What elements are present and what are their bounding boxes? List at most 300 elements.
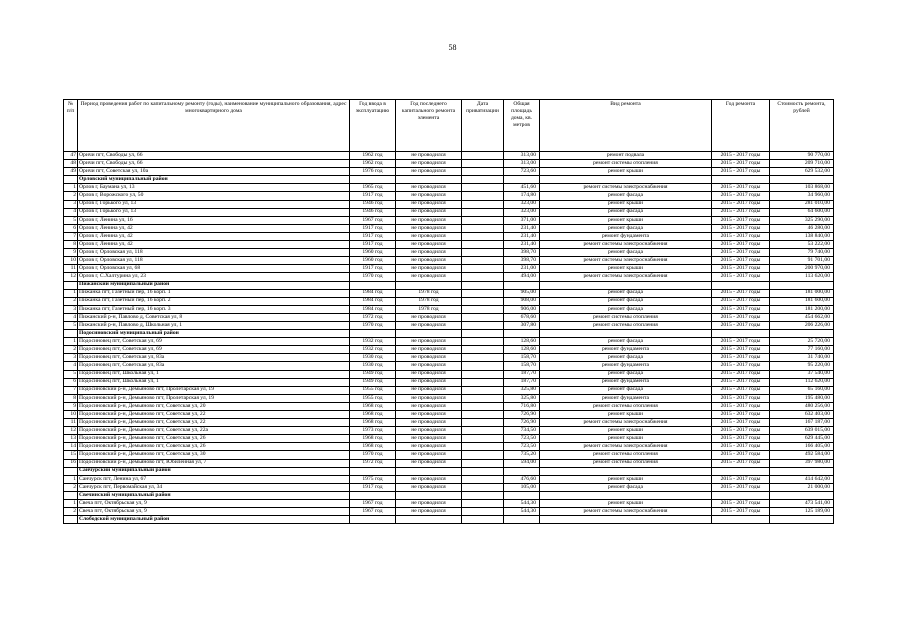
- section-empty-cell: [504, 176, 540, 184]
- row-privatization-date: [462, 338, 504, 346]
- row-repair-type: ремонт крыши: [540, 200, 712, 208]
- table-row: [64, 232, 834, 240]
- row-last-repair: не проводился: [396, 508, 462, 516]
- section-empty-cell: [350, 281, 396, 289]
- row-area: 723,50: [504, 435, 540, 443]
- row-repair-type: ремонт системы отопления: [540, 459, 712, 467]
- section-empty-cell: [770, 491, 834, 499]
- section-empty-cell: [770, 516, 834, 524]
- row-index: 1: [64, 184, 78, 192]
- row-year-built: 1968 год: [350, 443, 396, 451]
- row-privatization-date: [462, 427, 504, 435]
- row-address: Подосиновский р-н, Демьяново пгт, Советская ул, 26: [78, 435, 350, 443]
- row-repair-type: ремонт системы электроснабжения: [540, 419, 712, 427]
- row-last-repair: не проводился: [396, 443, 462, 451]
- row-repair-type: ремонт фундамента: [540, 378, 712, 386]
- section-empty-cell: [396, 467, 462, 475]
- row-address: Подосиновец пгт, Советская ул, 83а: [78, 354, 350, 362]
- row-address: Пижанский р-н, Павлово д, Школьная ул, 1: [78, 321, 350, 329]
- row-last-repair: не проводился: [396, 152, 462, 160]
- row-last-repair: не проводился: [396, 402, 462, 410]
- table-row: [64, 443, 834, 451]
- table-row: [64, 402, 834, 410]
- row-year-built: 1949 год: [350, 370, 396, 378]
- row-repair-type: ремонт крыши: [540, 168, 712, 176]
- row-privatization-date: [462, 443, 504, 451]
- section-empty-cell: [462, 281, 504, 289]
- row-index: 16: [64, 459, 78, 467]
- row-last-repair: 1978 год: [396, 305, 462, 313]
- row-cost: 492 584,00: [770, 451, 834, 459]
- row-index: 11: [64, 265, 78, 273]
- row-repair-type: ремонт системы электроснабжения: [540, 184, 712, 192]
- row-last-repair: не проводился: [396, 459, 462, 467]
- page-number: 58: [448, 43, 457, 52]
- row-repair-type: ремонт крыши: [540, 216, 712, 224]
- table-row: [64, 451, 834, 459]
- row-address: Орлов г, Ленина ул, 42: [78, 224, 350, 232]
- row-repair-year: 2015 - 2017 годы: [712, 208, 770, 216]
- section-index-cell: [64, 516, 78, 524]
- row-area: 716,80: [504, 402, 540, 410]
- row-repair-year: 2015 - 2017 годы: [712, 200, 770, 208]
- table-row: [64, 354, 834, 362]
- row-area: 128,60: [504, 338, 540, 346]
- row-index: 12: [64, 273, 78, 281]
- row-index: 10: [64, 411, 78, 419]
- row-area: 158,70: [504, 362, 540, 370]
- row-address: Подосиновский р-н, Демьяново пгт, Советская ул, 20: [78, 402, 350, 410]
- row-cost: 281 010,00: [770, 200, 834, 208]
- section-empty-cell: [712, 467, 770, 475]
- row-cost: 397 980,00: [770, 459, 834, 467]
- row-address: Подосиновец пгт, Советская ул, 69: [78, 346, 350, 354]
- section-empty-cell: [712, 176, 770, 184]
- row-last-repair: не проводился: [396, 249, 462, 257]
- row-repair-type: ремонт системы электроснабжения: [540, 241, 712, 249]
- section-empty-cell: [462, 467, 504, 475]
- header-index: № п/п: [64, 100, 78, 152]
- row-index: 9: [64, 402, 78, 410]
- table-row: [64, 305, 834, 313]
- row-cost: 195 480,00: [770, 394, 834, 402]
- row-year-built: 1967 год: [350, 216, 396, 224]
- row-repair-year: 2015 - 2017 годы: [712, 362, 770, 370]
- table-row: [64, 192, 834, 200]
- row-year-built: 1932 год: [350, 346, 396, 354]
- row-year-built: 1984 год: [350, 297, 396, 305]
- row-repair-year: 2015 - 2017 годы: [712, 346, 770, 354]
- table-row: [64, 411, 834, 419]
- table-row: [64, 370, 834, 378]
- row-repair-year: 2015 - 2017 годы: [712, 168, 770, 176]
- row-area: 105,00: [504, 483, 540, 491]
- table-row: [64, 427, 834, 435]
- section-empty-cell: [350, 330, 396, 338]
- section-empty-cell: [504, 467, 540, 475]
- row-cost: 46 280,00: [770, 224, 834, 232]
- row-repair-year: 2015 - 2017 годы: [712, 411, 770, 419]
- row-year-built: 1917 год: [350, 224, 396, 232]
- row-repair-type: ремонт крыши: [540, 435, 712, 443]
- row-privatization-date: [462, 386, 504, 394]
- row-area: 494,00: [504, 273, 540, 281]
- row-index: 1: [64, 289, 78, 297]
- row-year-built: 1960 год: [350, 257, 396, 265]
- header-address: Период проведения работ по капитальному ремонту (годы), наименование муниципального образования, адрес многоквартирного дома: [78, 100, 350, 152]
- row-last-repair: не проводился: [396, 184, 462, 192]
- row-repair-type: ремонт системы отопления: [540, 321, 712, 329]
- row-privatization-date: [462, 249, 504, 257]
- table-row: [64, 338, 834, 346]
- row-privatization-date: [462, 216, 504, 224]
- row-privatization-date: [462, 370, 504, 378]
- row-address: Пижанка пгт, Газетный пер, 16 корп. 1: [78, 289, 350, 297]
- row-year-built: 1955 год: [350, 386, 396, 394]
- row-cost: 53 222,00: [770, 241, 834, 249]
- row-last-repair: не проводился: [396, 411, 462, 419]
- row-privatization-date: [462, 362, 504, 370]
- row-year-built: 1962 год: [350, 160, 396, 168]
- row-address: Подосиновский р-н, Демьяново пгт, Советская ул, 22а: [78, 427, 350, 435]
- row-area: 726,90: [504, 419, 540, 427]
- row-repair-year: 2015 - 2017 годы: [712, 305, 770, 313]
- row-last-repair: не проводился: [396, 475, 462, 483]
- row-address: Орлов г, Ленина ул, 16: [78, 216, 350, 224]
- row-address: Подосиновский р-н, Демьяново пгт, Юбилейная ул, 7: [78, 459, 350, 467]
- row-privatization-date: [462, 265, 504, 273]
- row-last-repair: не проводился: [396, 427, 462, 435]
- row-privatization-date: [462, 297, 504, 305]
- row-index: 7: [64, 386, 78, 394]
- row-index: 3: [64, 200, 78, 208]
- row-area: 325,80: [504, 386, 540, 394]
- row-repair-year: 2015 - 2017 годы: [712, 419, 770, 427]
- row-last-repair: не проводился: [396, 419, 462, 427]
- row-cost: 113 620,00: [770, 273, 834, 281]
- section-empty-cell: [770, 467, 834, 475]
- section-index-cell: [64, 330, 78, 338]
- row-area: 128,60: [504, 346, 540, 354]
- row-repair-type: ремонт фасада: [540, 192, 712, 200]
- row-privatization-date: [462, 354, 504, 362]
- row-area: 313,00: [504, 152, 540, 160]
- row-index: 3: [64, 305, 78, 313]
- row-index: 8: [64, 241, 78, 249]
- row-repair-type: ремонт крыши: [540, 265, 712, 273]
- row-repair-year: 2015 - 2017 годы: [712, 443, 770, 451]
- section-empty-cell: [770, 176, 834, 184]
- row-year-built: 1968 год: [350, 435, 396, 443]
- row-repair-type: ремонт крыши: [540, 500, 712, 508]
- row-cost: 112 620,00: [770, 378, 834, 386]
- section-empty-cell: [350, 467, 396, 475]
- row-repair-type: ремонт системы отопления: [540, 313, 712, 321]
- row-last-repair: не проводился: [396, 338, 462, 346]
- table-header-row: [64, 100, 834, 152]
- row-address: Орлов г, Орловская ул, 68: [78, 265, 350, 273]
- table-row: [64, 208, 834, 216]
- section-empty-cell: [350, 516, 396, 524]
- section-empty-cell: [350, 176, 396, 184]
- row-last-repair: не проводился: [396, 208, 462, 216]
- row-cost: 103 868,00: [770, 184, 834, 192]
- row-index: 12: [64, 427, 78, 435]
- row-cost: 181 200,00: [770, 305, 834, 313]
- table-row: [64, 346, 834, 354]
- row-cost: 181 000,00: [770, 289, 834, 297]
- row-repair-year: 2015 - 2017 годы: [712, 500, 770, 508]
- district-section-row: [64, 491, 834, 499]
- header-area: Общая площадь дома, кв. метров: [504, 100, 540, 152]
- district-section-row: [64, 330, 834, 338]
- row-repair-type: ремонт системы электроснабжения: [540, 257, 712, 265]
- table-row: [64, 200, 834, 208]
- row-year-built: 1984 год: [350, 289, 396, 297]
- row-index: 1: [64, 338, 78, 346]
- section-empty-cell: [540, 516, 712, 524]
- row-area: 906,00: [504, 305, 540, 313]
- row-year-built: 1970 год: [350, 321, 396, 329]
- row-repair-type: ремонт фасада: [540, 305, 712, 313]
- row-repair-type: ремонт системы отопления: [540, 451, 712, 459]
- row-index: 2: [64, 297, 78, 305]
- row-area: 678,60: [504, 313, 540, 321]
- row-last-repair: не проводился: [396, 192, 462, 200]
- section-index-cell: [64, 491, 78, 499]
- section-empty-cell: [504, 281, 540, 289]
- header-privatization-date: Дата приватизации: [462, 100, 504, 152]
- row-privatization-date: [462, 160, 504, 168]
- row-repair-year: 2015 - 2017 годы: [712, 192, 770, 200]
- row-last-repair: не проводился: [396, 273, 462, 281]
- row-year-built: 1946 год: [350, 200, 396, 208]
- row-area: 908,00: [504, 297, 540, 305]
- row-area: 544,30: [504, 508, 540, 516]
- row-privatization-date: [462, 394, 504, 402]
- row-last-repair: не проводился: [396, 321, 462, 329]
- table-row: [64, 475, 834, 483]
- section-empty-cell: [396, 176, 462, 184]
- section-empty-cell: [712, 330, 770, 338]
- row-year-built: 1975 год: [350, 475, 396, 483]
- row-index: 1: [64, 475, 78, 483]
- row-cost: 632 403,00: [770, 411, 834, 419]
- row-repair-year: 2015 - 2017 годы: [712, 216, 770, 224]
- row-cost: 95 220,00: [770, 362, 834, 370]
- section-empty-cell: [396, 491, 462, 499]
- row-repair-type: ремонт системы электроснабжения: [540, 273, 712, 281]
- row-cost: 21 000,00: [770, 483, 834, 491]
- district-section-row: [64, 467, 834, 475]
- row-address: Подосиновский р-н, Демьяново пгт, Пролетарская ул, 19: [78, 394, 350, 402]
- table-row: [64, 419, 834, 427]
- row-address: Орлов г, Ворожского ул, 50: [78, 192, 350, 200]
- row-index: 8: [64, 394, 78, 402]
- row-address: Свеча пгт, Октябрьская ул, 9: [78, 508, 350, 516]
- row-privatization-date: [462, 232, 504, 240]
- row-year-built: 1972 год: [350, 459, 396, 467]
- row-index: 15: [64, 451, 78, 459]
- row-area: 476,60: [504, 475, 540, 483]
- row-index: 1: [64, 500, 78, 508]
- row-area: 174,80: [504, 192, 540, 200]
- row-repair-year: 2015 - 2017 годы: [712, 370, 770, 378]
- header-cost: Стоимость ремонта, рублей: [770, 100, 834, 152]
- table-row: [64, 216, 834, 224]
- row-index: 4: [64, 362, 78, 370]
- row-year-built: 1917 год: [350, 241, 396, 249]
- row-year-built: 1917 год: [350, 483, 396, 491]
- row-privatization-date: [462, 500, 504, 508]
- row-repair-year: 2015 - 2017 годы: [712, 289, 770, 297]
- row-cost: 125 189,00: [770, 508, 834, 516]
- section-empty-cell: [462, 516, 504, 524]
- row-cost: 79 740,00: [770, 249, 834, 257]
- row-cost: 167 187,00: [770, 419, 834, 427]
- table-row: [64, 265, 834, 273]
- row-address: Свеча пгт, Октябрьская ул, 9: [78, 500, 350, 508]
- row-repair-type: ремонт фасада: [540, 249, 712, 257]
- row-last-repair: не проводился: [396, 224, 462, 232]
- row-repair-type: ремонт фасада: [540, 224, 712, 232]
- table-row: [64, 152, 834, 160]
- row-repair-year: 2015 - 2017 годы: [712, 354, 770, 362]
- row-repair-year: 2015 - 2017 годы: [712, 249, 770, 257]
- row-year-built: 1917 год: [350, 232, 396, 240]
- district-name: Слободской муниципальный район: [78, 516, 350, 524]
- row-repair-type: ремонт крыши: [540, 475, 712, 483]
- row-cost: 639 015,00: [770, 427, 834, 435]
- row-address: Орлов г, Ленина ул, 42: [78, 232, 350, 240]
- row-cost: 64 600,00: [770, 208, 834, 216]
- row-cost: 77 160,00: [770, 346, 834, 354]
- table-row: [64, 508, 834, 516]
- row-address: Оричи пгт, Советская ул, 10а: [78, 168, 350, 176]
- row-area: 323,00: [504, 200, 540, 208]
- row-address: Орлов г, Орловская ул, 118: [78, 257, 350, 265]
- row-year-built: 1967 год: [350, 500, 396, 508]
- row-repair-year: 2015 - 2017 годы: [712, 273, 770, 281]
- section-empty-cell: [504, 516, 540, 524]
- row-last-repair: не проводился: [396, 216, 462, 224]
- row-last-repair: не проводился: [396, 370, 462, 378]
- table-row: [64, 249, 834, 257]
- row-index: 6: [64, 378, 78, 386]
- row-year-built: 1946 год: [350, 208, 396, 216]
- row-address: Орлов г, Горького ул, 13: [78, 200, 350, 208]
- row-index: 5: [64, 370, 78, 378]
- header-year-built: Год ввода в эксплуатацию: [350, 100, 396, 152]
- section-empty-cell: [770, 281, 834, 289]
- header-last-repair: Год последнего капитального ремонта элемента: [396, 100, 462, 152]
- section-empty-cell: [712, 281, 770, 289]
- row-repair-type: ремонт фасада: [540, 338, 712, 346]
- row-address: Орлов г, Баумана ул, 13: [78, 184, 350, 192]
- row-index: 4: [64, 208, 78, 216]
- row-privatization-date: [462, 419, 504, 427]
- row-repair-year: 2015 - 2017 годы: [712, 152, 770, 160]
- row-index: 11: [64, 419, 78, 427]
- district-name: Пижанский муниципальный район: [78, 281, 350, 289]
- row-last-repair: не проводился: [396, 160, 462, 168]
- row-repair-type: ремонт фундамента: [540, 232, 712, 240]
- section-empty-cell: [770, 330, 834, 338]
- row-repair-type: ремонт фасада: [540, 289, 712, 297]
- row-index: 10: [64, 257, 78, 265]
- row-address: Подосиновец пгт, Школьная ул, 1: [78, 378, 350, 386]
- district-name: Санчурский муниципальный район: [78, 467, 350, 475]
- row-address: Подосиновец пгт, Советская ул, 83а: [78, 362, 350, 370]
- row-repair-type: ремонт крыши: [540, 427, 712, 435]
- table-row: [64, 241, 834, 249]
- row-area: 726,90: [504, 411, 540, 419]
- row-privatization-date: [462, 208, 504, 216]
- district-section-row: [64, 281, 834, 289]
- row-privatization-date: [462, 152, 504, 160]
- row-year-built: 1932 год: [350, 338, 396, 346]
- row-repair-year: 2015 - 2017 годы: [712, 451, 770, 459]
- row-index: 3: [64, 354, 78, 362]
- row-area: 734,50: [504, 427, 540, 435]
- row-privatization-date: [462, 321, 504, 329]
- row-cost: 480 256,00: [770, 402, 834, 410]
- row-cost: 31 740,00: [770, 354, 834, 362]
- row-address: Санчурск пгт, Первомайская ул, 34: [78, 483, 350, 491]
- row-address: Орлов г, Орловская ул, 118: [78, 249, 350, 257]
- district-name: Орловский муниципальный район: [78, 176, 350, 184]
- row-privatization-date: [462, 200, 504, 208]
- row-last-repair: не проводился: [396, 500, 462, 508]
- row-year-built: 1972 год: [350, 313, 396, 321]
- row-privatization-date: [462, 435, 504, 443]
- section-empty-cell: [462, 330, 504, 338]
- row-index: 2: [64, 192, 78, 200]
- row-address: Подосиновский р-н, Демьяново пгт, Советская ул, 26: [78, 443, 350, 451]
- row-year-built: 1917 год: [350, 192, 396, 200]
- row-address: Подосиновский р-н, Демьяново пгт, Советская ул, 22: [78, 419, 350, 427]
- table-row: [64, 289, 834, 297]
- row-repair-year: 2015 - 2017 годы: [712, 257, 770, 265]
- section-empty-cell: [396, 281, 462, 289]
- row-repair-type: ремонт системы отопления: [540, 160, 712, 168]
- row-index: 2: [64, 346, 78, 354]
- row-area: 398,70: [504, 257, 540, 265]
- row-cost: 473 541,00: [770, 500, 834, 508]
- row-address: Оричи пгт, Свободы ул, 66: [78, 152, 350, 160]
- row-area: 231,40: [504, 224, 540, 232]
- row-year-built: 1973 год: [350, 427, 396, 435]
- row-repair-year: 2015 - 2017 годы: [712, 378, 770, 386]
- row-year-built: 1960 год: [350, 249, 396, 257]
- section-empty-cell: [396, 516, 462, 524]
- row-address: Санчурск пгт, Ленина ул, 67: [78, 475, 350, 483]
- row-year-built: 1970 год: [350, 273, 396, 281]
- table-row: [64, 500, 834, 508]
- row-repair-year: 2015 - 2017 годы: [712, 321, 770, 329]
- table-row: [64, 297, 834, 305]
- row-privatization-date: [462, 346, 504, 354]
- row-repair-year: 2015 - 2017 годы: [712, 483, 770, 491]
- table-row: [64, 378, 834, 386]
- table-row: [64, 184, 834, 192]
- row-year-built: 1917 год: [350, 265, 396, 273]
- table-body: [64, 152, 834, 524]
- row-privatization-date: [462, 451, 504, 459]
- table-row: [64, 273, 834, 281]
- table-row: [64, 362, 834, 370]
- row-repair-type: ремонт фасада: [540, 297, 712, 305]
